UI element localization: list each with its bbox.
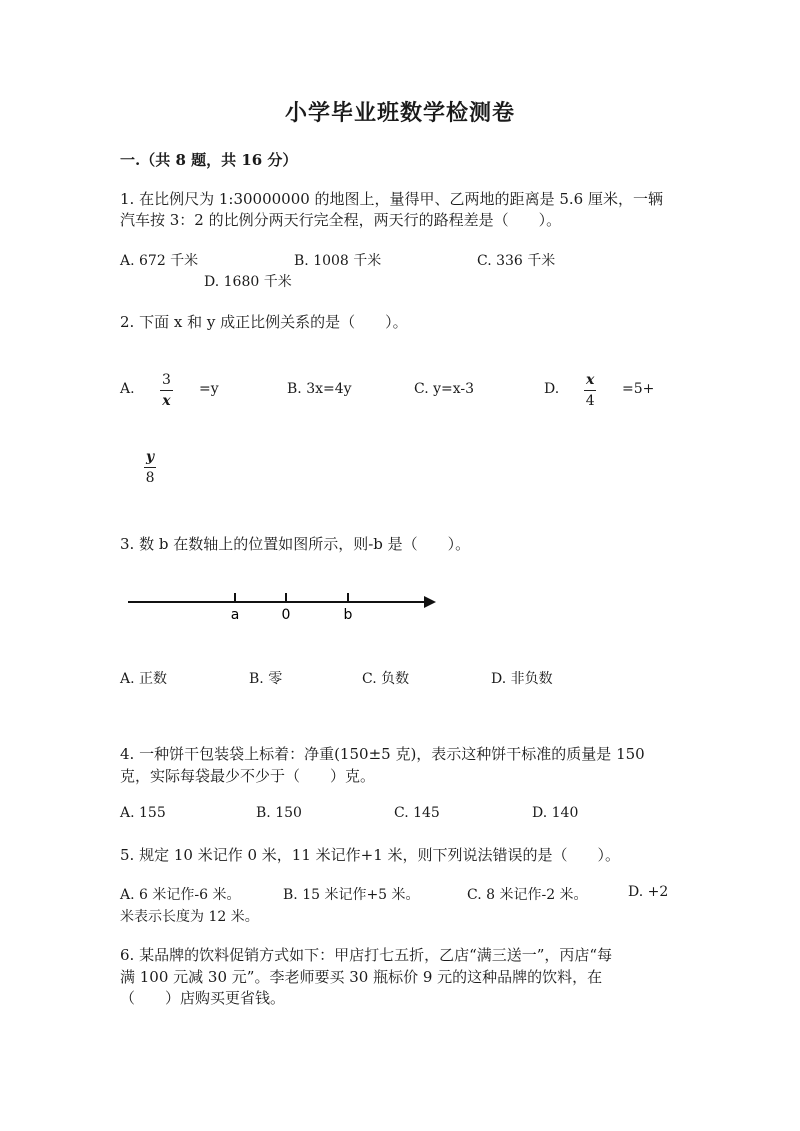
fraction-denominator: 4 — [585, 393, 595, 409]
q4-option-d[interactable]: D. 140 — [532, 805, 579, 821]
fraction-denominator: x — [162, 393, 171, 409]
fraction-numerator: y — [144, 449, 156, 468]
q5-option-a[interactable]: A. 6 米记作-6 米。 — [120, 887, 241, 903]
q5-option-d-continued: 米表示长度为 12 米。 — [120, 909, 259, 925]
q2-option-d-fraction — [584, 372, 596, 409]
q2-option-d-label[interactable]: D. — [544, 381, 560, 397]
q3-option-a[interactable]: A. 正数 — [120, 671, 168, 687]
q5-stem: 5. 规定 10 米记作 0 米，11 米记作+1 米，则下列说法错误的是（ ）。 — [120, 846, 621, 864]
q4-stem-line1: 4. 一种饼干包装袋上标着：净重(150±5 克)，表示这种饼干标准的质量是 150 — [120, 745, 645, 763]
label-a: a — [230, 607, 240, 623]
fraction-denominator: 8 — [145, 470, 155, 486]
q3-option-c[interactable]: C. 负数 — [362, 671, 410, 687]
number-line — [120, 585, 450, 625]
q2-option-a-tail: =y — [199, 381, 219, 397]
q3-stem: 3. 数 b 在数轴上的位置如图所示，则-b 是（ ）。 — [120, 535, 471, 553]
q2-option-c[interactable]: C. y=x-3 — [414, 381, 475, 397]
q4-stem-line2: 克，实际每袋最少不少于（ ）克。 — [120, 767, 376, 785]
number-line-arrow — [424, 596, 436, 608]
q2-option-a-fraction — [160, 372, 173, 409]
label-b: b — [343, 607, 353, 623]
q5-option-d[interactable]: D. +2 — [628, 884, 669, 900]
q2-option-a-label[interactable]: A. — [120, 381, 135, 397]
q1-option-c[interactable]: C. 336 千米 — [477, 253, 556, 269]
q1-option-d[interactable]: D. 1680 千米 — [204, 274, 292, 290]
q4-option-a[interactable]: A. 155 — [120, 805, 166, 821]
q1-option-b[interactable]: B. 1008 千米 — [294, 253, 382, 269]
q2-option-d-tail: =5+ — [622, 381, 655, 397]
q3-option-b[interactable]: B. 零 — [249, 671, 283, 687]
label-zero: 0 — [281, 607, 291, 623]
q2-stem: 2. 下面 x 和 y 成正比例关系的是（ ）。 — [120, 313, 408, 331]
q6-stem-line3: （ ）店购买更省钱。 — [120, 989, 286, 1007]
q1-stem-line2: 汽车按 3：2 的比例分两天行完全程，两天行的路程差是（ ）。 — [120, 211, 562, 229]
q6-stem-line1: 6. 某品牌的饮料促销方式如下：甲店打七五折，乙店“满三送一”，丙店“每 — [120, 946, 613, 964]
fraction-numerator: x — [584, 372, 596, 391]
q4-option-b[interactable]: B. 150 — [256, 805, 302, 821]
q1-option-a[interactable]: A. 672 千米 — [120, 253, 199, 269]
q2-option-b[interactable]: B. 3x=4y — [287, 381, 352, 397]
q6-stem-line2: 满 100 元减 30 元”。李老师要买 30 瓶标价 9 元的这种品牌的饮料，在 — [120, 968, 603, 986]
q1-stem-line1: 1. 在比例尺为 1:30000000 的地图上，量得甲、乙两地的距离是 5.6 厘米，一辆 — [120, 190, 663, 208]
q2-option-d-fraction-2 — [144, 449, 156, 486]
fraction-numerator: 3 — [160, 372, 173, 391]
q5-option-c[interactable]: C. 8 米记作-2 米。 — [467, 887, 588, 903]
q5-option-b[interactable]: B. 15 米记作+5 米。 — [283, 887, 420, 903]
q3-option-d[interactable]: D. 非负数 — [491, 671, 553, 687]
q4-option-c[interactable]: C. 145 — [394, 805, 440, 821]
page-title: 小学毕业班数学检测卷 — [284, 100, 515, 126]
section-heading: 一.（共 8 题，共 16 分） — [120, 151, 298, 169]
